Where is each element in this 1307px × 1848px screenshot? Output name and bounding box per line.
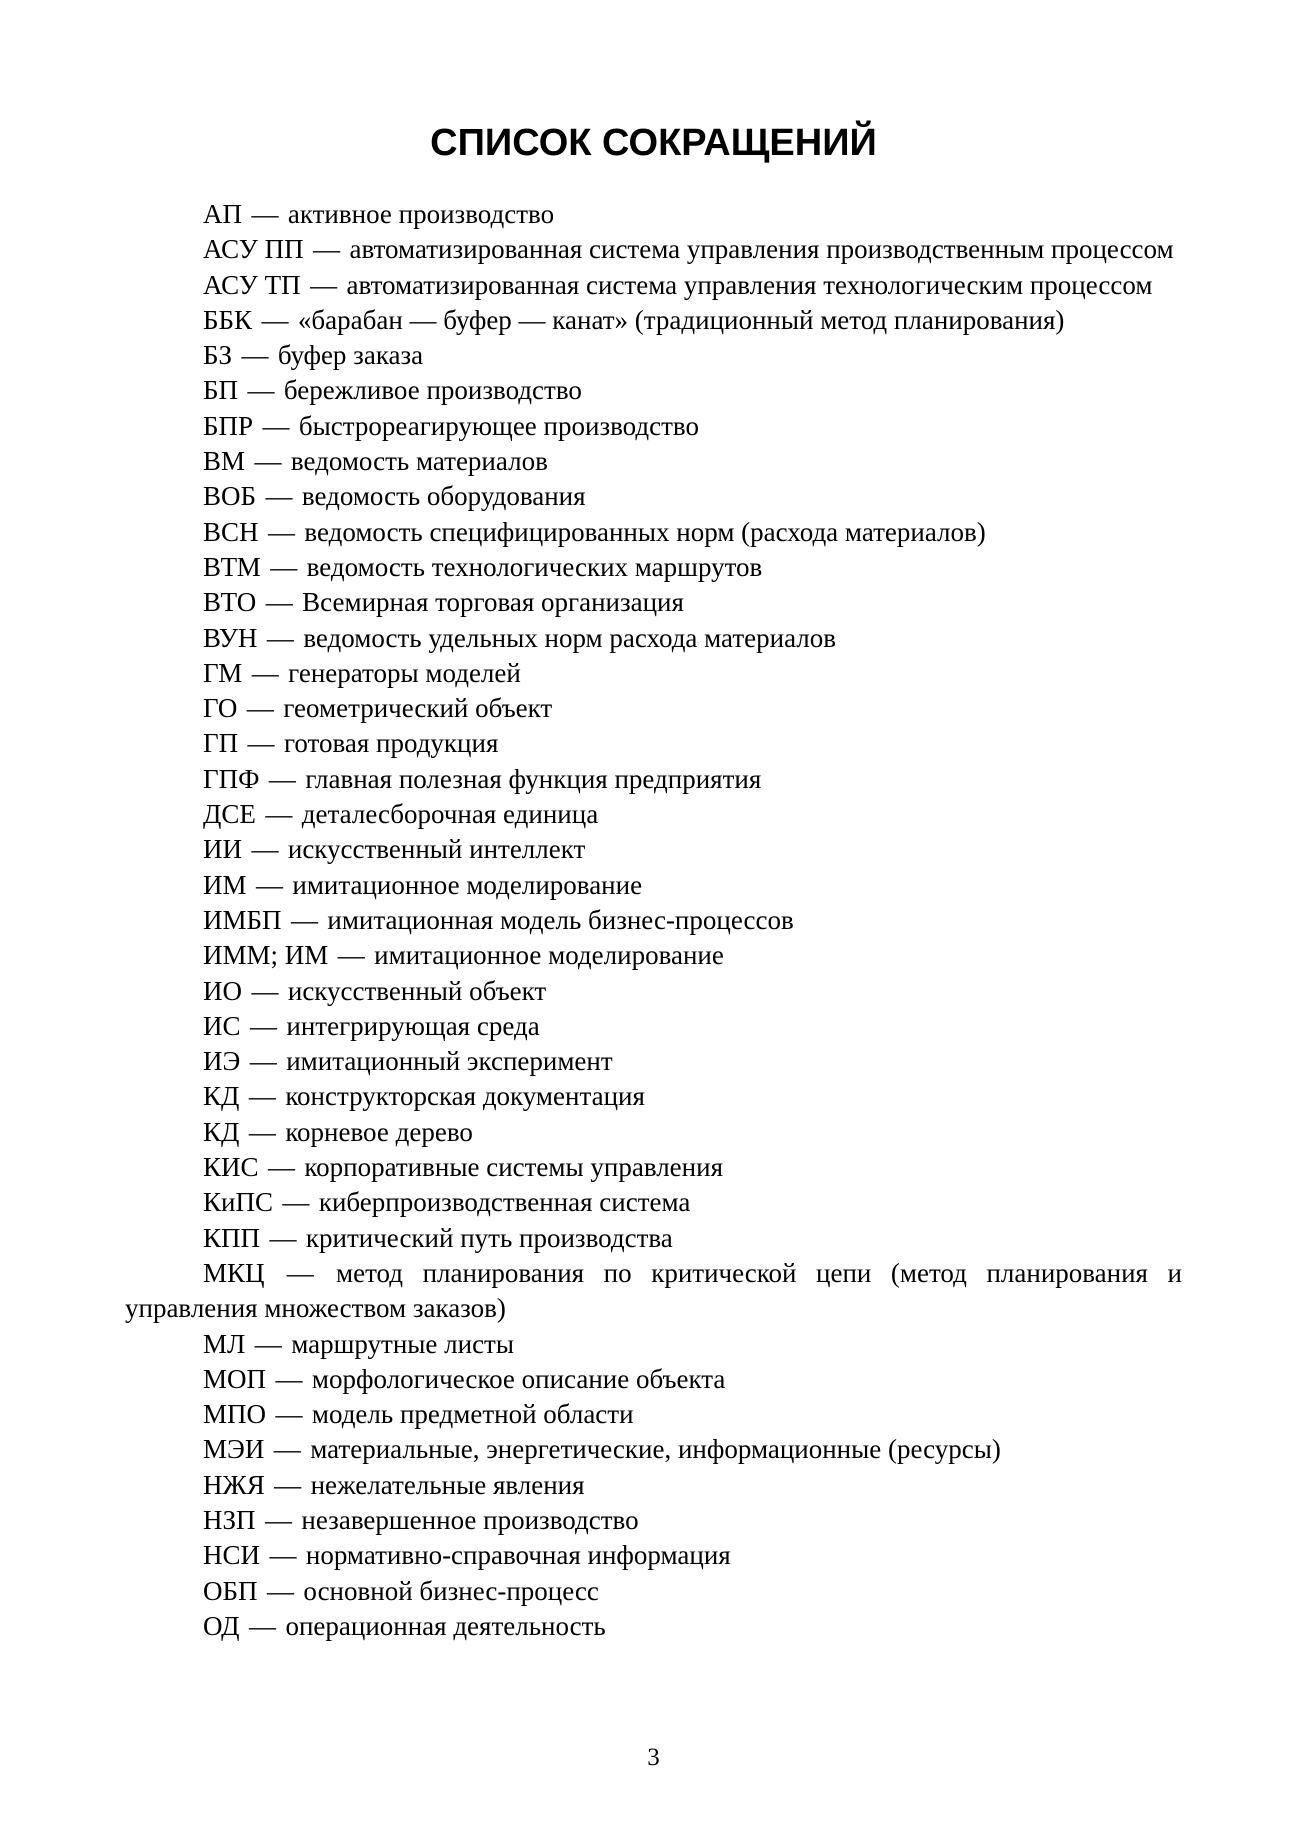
abbreviation-meaning: критический путь производства bbox=[305, 1222, 673, 1253]
abbreviation-meaning: корневое дерево bbox=[285, 1116, 473, 1147]
abbreviation-meaning: Всемирная торговая организация bbox=[302, 587, 684, 618]
abbreviation-meaning: ведомость технологических маршрутов bbox=[306, 551, 763, 582]
separator-dash: — bbox=[267, 1152, 295, 1183]
abbreviation-item bbox=[125, 832, 1182, 867]
abbreviation-meaning: модель предметной области bbox=[311, 1399, 634, 1430]
abbreviation-item bbox=[125, 1327, 1182, 1362]
separator-dash: — bbox=[337, 940, 365, 971]
abbreviation-meaning: имитационный эксперимент bbox=[286, 1046, 613, 1077]
abbreviation-item bbox=[125, 338, 1182, 373]
separator-dash: — bbox=[310, 269, 338, 300]
abbreviation-term: ОД bbox=[203, 1610, 240, 1641]
abbreviation-meaning: искусственный объект bbox=[287, 975, 547, 1006]
abbreviation-meaning: конструкторская документация bbox=[285, 1081, 645, 1112]
separator-dash: — bbox=[255, 869, 283, 900]
abbreviation-term: КД bbox=[203, 1116, 240, 1147]
abbreviation-item bbox=[125, 1221, 1182, 1256]
abbreviation-term: ГО bbox=[203, 693, 238, 724]
abbreviation-list bbox=[125, 197, 1182, 1644]
abbreviation-term: ГП bbox=[203, 728, 239, 759]
abbreviation-term: МОП bbox=[203, 1363, 267, 1394]
abbreviation-meaning: готовая продукция bbox=[283, 728, 499, 759]
separator-dash: — bbox=[261, 304, 289, 335]
separator-dash: — bbox=[269, 1540, 297, 1571]
abbreviation-term: КИС bbox=[203, 1152, 259, 1183]
separator-dash: — bbox=[249, 1610, 277, 1641]
separator-dash: — bbox=[275, 1363, 303, 1394]
abbreviation-item bbox=[125, 303, 1182, 338]
separator-dash: — bbox=[269, 1222, 297, 1253]
page-number: 3 bbox=[647, 1744, 660, 1771]
abbreviation-item bbox=[125, 268, 1182, 303]
abbreviation-term: ВУН bbox=[203, 622, 258, 653]
separator-dash: — bbox=[273, 1434, 301, 1465]
abbreviation-meaning: быстрореагирующее производство bbox=[298, 410, 699, 441]
abbreviation-item bbox=[125, 1609, 1182, 1644]
abbreviation-meaning: морфологическое описание объекта bbox=[311, 1363, 726, 1394]
separator-dash: — bbox=[249, 1046, 277, 1077]
abbreviation-item bbox=[125, 726, 1182, 761]
abbreviation-item bbox=[125, 1115, 1182, 1150]
separator-dash: — bbox=[254, 446, 282, 477]
abbreviation-item bbox=[125, 1574, 1182, 1609]
separator-dash: — bbox=[265, 587, 293, 618]
abbreviation-meaning: имитационная модель бизнес-процессов bbox=[327, 904, 794, 935]
abbreviation-meaning: имитационное моделирование bbox=[292, 869, 643, 900]
abbreviation-item bbox=[125, 585, 1182, 620]
separator-dash: — bbox=[268, 763, 296, 794]
abbreviation-item bbox=[125, 1009, 1182, 1044]
separator-dash: — bbox=[286, 1257, 314, 1288]
abbreviation-item bbox=[125, 1538, 1182, 1573]
separator-dash: — bbox=[266, 622, 294, 653]
abbreviation-meaning: главная полезная функция предприятия bbox=[305, 763, 762, 794]
abbreviation-meaning: активное производство bbox=[287, 199, 555, 229]
separator-dash: — bbox=[274, 1469, 302, 1500]
abbreviation-term: ИМБП bbox=[203, 904, 282, 935]
abbreviation-item bbox=[125, 479, 1182, 514]
abbreviation-item bbox=[125, 409, 1182, 444]
abbreviation-term: КиПС bbox=[203, 1187, 273, 1218]
separator-dash: — bbox=[251, 657, 279, 688]
abbreviation-term: КД bbox=[203, 1081, 240, 1112]
abbreviation-meaning: геометрический объект bbox=[283, 693, 553, 724]
abbreviation-term: ИИ bbox=[203, 834, 242, 865]
abbreviation-meaning: искусственный интеллект bbox=[287, 834, 586, 865]
separator-dash: — bbox=[248, 1116, 276, 1147]
separator-dash: — bbox=[247, 375, 275, 406]
separator-dash: — bbox=[251, 199, 279, 229]
abbreviation-item bbox=[125, 1432, 1182, 1467]
separator-dash: — bbox=[249, 1010, 277, 1041]
abbreviation-item bbox=[125, 762, 1182, 797]
abbreviation-meaning: имитационное моделирование bbox=[374, 940, 724, 971]
abbreviation-item bbox=[125, 1256, 1182, 1327]
abbreviation-meaning: автоматизированная система управления технологическим процессом bbox=[346, 269, 1153, 300]
abbreviation-item bbox=[125, 938, 1182, 973]
abbreviation-item bbox=[125, 1150, 1182, 1185]
separator-dash: — bbox=[264, 1504, 292, 1535]
abbreviation-item bbox=[125, 656, 1182, 691]
abbreviation-item bbox=[125, 1185, 1182, 1220]
abbreviation-meaning: бережливое производство bbox=[283, 375, 582, 406]
abbreviation-term: ГМ bbox=[203, 657, 243, 688]
abbreviation-item bbox=[125, 1044, 1182, 1079]
abbreviation-meaning: генераторы моделей bbox=[288, 657, 521, 688]
abbreviation-term: ВСН bbox=[203, 516, 259, 547]
abbreviation-meaning: материальные, энергетические, информационные (ресурсы) bbox=[310, 1434, 1001, 1465]
abbreviation-meaning: деталесборочная единица bbox=[301, 799, 599, 830]
abbreviation-term: НЗП bbox=[203, 1504, 256, 1535]
abbreviation-item bbox=[125, 1397, 1182, 1432]
abbreviation-meaning: незавершенное производство bbox=[301, 1504, 639, 1535]
separator-dash: — bbox=[246, 693, 274, 724]
separator-dash: — bbox=[265, 799, 293, 830]
abbreviation-item bbox=[125, 1362, 1182, 1397]
abbreviation-term: ГПФ bbox=[203, 763, 260, 794]
abbreviation-term: МЛ bbox=[203, 1328, 246, 1359]
abbreviation-meaning: автоматизированная система управления производственным процессом bbox=[349, 234, 1174, 265]
abbreviation-meaning: операционная деятельность bbox=[285, 1610, 606, 1641]
abbreviation-term: НЖЯ bbox=[203, 1469, 265, 1500]
abbreviation-term: ВТМ bbox=[203, 551, 261, 582]
abbreviation-item bbox=[125, 515, 1182, 550]
abbreviation-meaning: ведомость материалов bbox=[290, 446, 548, 477]
separator-dash: — bbox=[266, 1575, 294, 1606]
abbreviation-item bbox=[125, 903, 1182, 938]
abbreviation-term: НСИ bbox=[203, 1540, 261, 1571]
abbreviation-term: КПП bbox=[203, 1222, 261, 1253]
separator-dash: — bbox=[313, 234, 341, 265]
abbreviation-term: ИС bbox=[203, 1010, 241, 1041]
abbreviation-item bbox=[125, 621, 1182, 656]
abbreviation-meaning: нормативно-справочная информация bbox=[305, 1540, 731, 1571]
separator-dash: — bbox=[275, 1399, 303, 1430]
abbreviation-term: ББК bbox=[203, 304, 253, 335]
abbreviation-meaning: «барабан — буфер — канат» (традиционный метод планирования) bbox=[297, 304, 1065, 335]
abbreviation-term: МКЦ bbox=[203, 1257, 265, 1288]
separator-dash: — bbox=[241, 340, 269, 371]
abbreviation-meaning: основной бизнес-процесс bbox=[303, 1575, 599, 1606]
abbreviation-term: БЗ bbox=[203, 340, 233, 371]
abbreviation-meaning: корпоративные системы управления bbox=[304, 1152, 723, 1183]
abbreviation-meaning: интегрирующая среда bbox=[286, 1010, 540, 1041]
abbreviation-meaning: метод планирования по критической цепи (метод планирования и управления множеством заказов) bbox=[125, 1257, 1182, 1324]
abbreviation-item bbox=[125, 550, 1182, 585]
abbreviation-term: ВМ bbox=[203, 446, 246, 477]
separator-dash: — bbox=[267, 516, 295, 547]
abbreviation-meaning: ведомость специфицированных норм (расхода материалов) bbox=[304, 516, 986, 547]
abbreviation-meaning: нежелательные явления bbox=[310, 1469, 585, 1500]
abbreviation-item bbox=[125, 868, 1182, 903]
abbreviation-term: ИМ bbox=[203, 869, 247, 900]
abbreviation-term: БПР bbox=[203, 410, 254, 441]
page-title: СПИСОК СОКРАЩЕНИЙ bbox=[430, 122, 877, 164]
separator-dash: — bbox=[251, 834, 279, 865]
abbreviation-meaning: буфер заказа bbox=[277, 340, 424, 371]
abbreviation-item bbox=[125, 197, 1182, 232]
separator-dash: — bbox=[254, 1328, 282, 1359]
abbreviation-term: ИЭ bbox=[203, 1046, 241, 1077]
separator-dash: — bbox=[270, 551, 298, 582]
separator-dash: — bbox=[290, 904, 318, 935]
abbreviation-term: АСУ ТП bbox=[203, 269, 301, 300]
abbreviation-meaning: киберпроизводственная система bbox=[318, 1187, 691, 1218]
abbreviation-term: АСУ ПП bbox=[203, 234, 304, 265]
abbreviation-item bbox=[125, 797, 1182, 832]
abbreviation-item bbox=[125, 1503, 1182, 1538]
abbreviation-item bbox=[125, 1468, 1182, 1503]
separator-dash: — bbox=[248, 1081, 276, 1112]
separator-dash: — bbox=[262, 410, 290, 441]
abbreviation-item bbox=[125, 373, 1182, 408]
abbreviation-item bbox=[125, 1079, 1182, 1114]
separator-dash: — bbox=[247, 728, 275, 759]
abbreviation-term: ОБП bbox=[203, 1575, 258, 1606]
separator-dash: — bbox=[251, 975, 279, 1006]
abbreviation-meaning: маршрутные листы bbox=[291, 1328, 514, 1359]
abbreviation-term: БП bbox=[203, 375, 239, 406]
abbreviation-item bbox=[125, 232, 1182, 267]
abbreviation-term: МЭИ bbox=[203, 1434, 265, 1465]
separator-dash: — bbox=[265, 481, 293, 512]
abbreviation-item bbox=[125, 691, 1182, 726]
abbreviation-term: ИММ; ИМ bbox=[203, 940, 329, 971]
abbreviation-item bbox=[125, 444, 1182, 479]
abbreviation-meaning: ведомость удельных норм расхода материалов bbox=[303, 622, 837, 653]
abbreviation-term: ВТО bbox=[203, 587, 257, 618]
abbreviation-term: ДСЕ bbox=[203, 799, 256, 830]
separator-dash: — bbox=[282, 1187, 310, 1218]
abbreviation-term: ИО bbox=[203, 975, 242, 1006]
abbreviation-meaning: ведомость оборудования bbox=[301, 481, 586, 512]
abbreviation-term: ВОБ bbox=[203, 481, 257, 512]
abbreviation-term: АП bbox=[203, 199, 242, 229]
abbreviation-term: МПО bbox=[203, 1399, 267, 1430]
abbreviation-item bbox=[125, 974, 1182, 1009]
